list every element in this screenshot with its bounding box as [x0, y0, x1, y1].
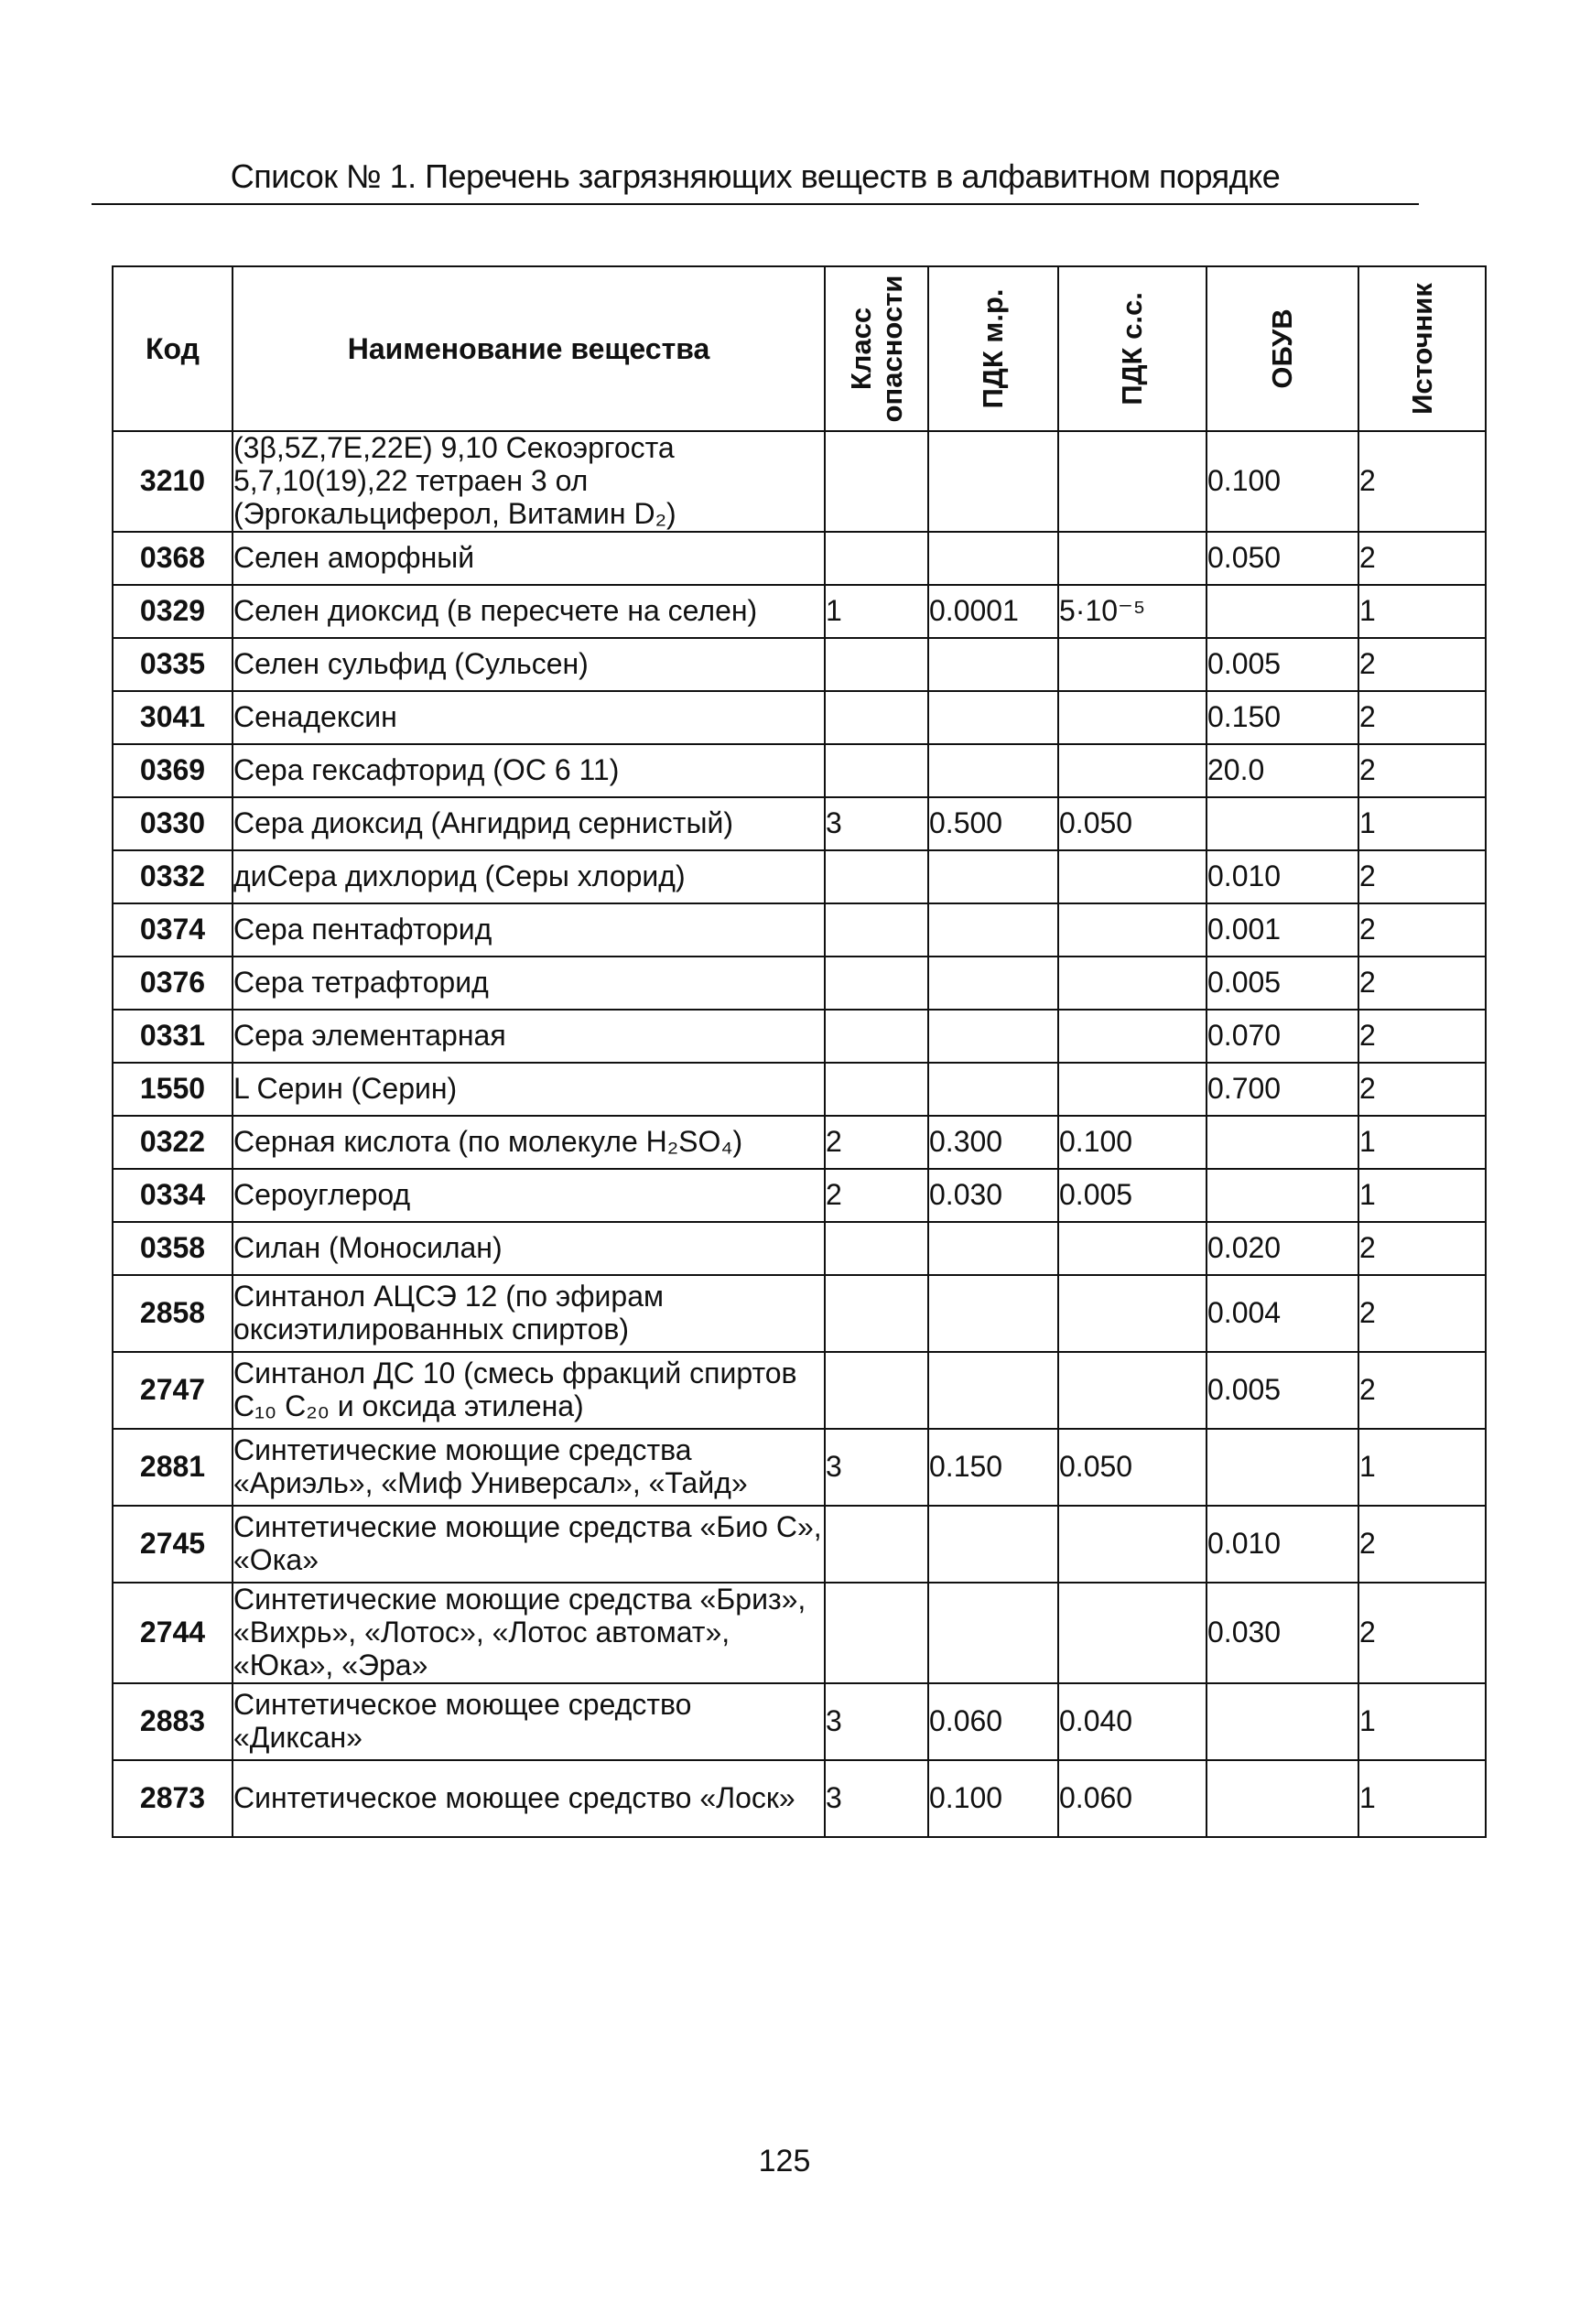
cell-code: 0331 [113, 1010, 233, 1063]
cell-code: 0332 [113, 850, 233, 903]
cell-code: 0368 [113, 532, 233, 585]
cell-hazard-class [825, 1275, 928, 1352]
cell-hazard-class [825, 1010, 928, 1063]
table-row [113, 850, 1486, 903]
cell-hazard-class [825, 1063, 928, 1116]
cell-obuv: 0.700 [1207, 1063, 1358, 1116]
cell-pdk-mr [928, 1506, 1058, 1583]
cell-name: Селен диоксид (в пересчете на селен) [233, 585, 825, 638]
cell-source: 2 [1358, 638, 1486, 691]
table-row [113, 957, 1486, 1010]
table-row [113, 1506, 1486, 1583]
substances-table [112, 265, 1487, 1838]
col-header-pdk-ss [1058, 266, 1207, 431]
cell-name: Сера элементарная [233, 1010, 825, 1063]
cell-pdk-ss: 0.040 [1058, 1683, 1207, 1760]
cell-pdk-ss [1058, 691, 1207, 744]
cell-pdk-mr: 0.150 [928, 1429, 1058, 1506]
cell-code: 0334 [113, 1169, 233, 1222]
cell-name: Синтанол АЦСЭ 12 (по эфирам оксиэтилированных спиртов) [233, 1275, 825, 1352]
cell-pdk-mr [928, 431, 1058, 532]
cell-hazard-class [825, 744, 928, 797]
cell-hazard-class [825, 638, 928, 691]
cell-obuv: 0.005 [1207, 638, 1358, 691]
col-header-pdk-mr [928, 266, 1058, 431]
cell-code: 2873 [113, 1760, 233, 1837]
cell-source: 2 [1358, 1063, 1486, 1116]
cell-pdk-mr: 0.030 [928, 1169, 1058, 1222]
table-row [113, 1063, 1486, 1116]
cell-pdk-ss: 0.050 [1058, 1429, 1207, 1506]
cell-pdk-mr [928, 957, 1058, 1010]
table-row [113, 1169, 1486, 1222]
cell-name: Сера тетрафторид [233, 957, 825, 1010]
page-number: 125 [758, 2144, 811, 2178]
cell-source: 2 [1358, 691, 1486, 744]
table-row [113, 532, 1486, 585]
cell-pdk-ss [1058, 903, 1207, 957]
cell-source: 1 [1358, 1116, 1486, 1169]
cell-code: 2883 [113, 1683, 233, 1760]
cell-hazard-class [825, 532, 928, 585]
cell-pdk-mr [928, 1010, 1058, 1063]
col-header-source [1358, 266, 1486, 431]
cell-hazard-class [825, 1352, 928, 1429]
cell-hazard-class [825, 1583, 928, 1683]
table-row [113, 1116, 1486, 1169]
col-header-obuv-label: ОБУВ [1265, 308, 1298, 389]
cell-name: Серная кислота (по молекуле H₂SO₄) [233, 1116, 825, 1169]
col-header-source-label: Источник [1405, 283, 1438, 415]
cell-pdk-ss: 0.050 [1058, 797, 1207, 850]
cell-name: Сенадексин [233, 691, 825, 744]
cell-source: 2 [1358, 1352, 1486, 1429]
cell-source: 2 [1358, 532, 1486, 585]
table-row [113, 797, 1486, 850]
cell-obuv [1207, 1169, 1358, 1222]
cell-source: 2 [1358, 957, 1486, 1010]
cell-name: Селен аморфный [233, 532, 825, 585]
cell-name: (3β,5Z,7E,22E) 9,10 Секоэргоста 5,7,10(19),22 тетраен 3 ол (Эргокальциферол, Витамин D₂) [233, 431, 825, 532]
cell-obuv: 0.001 [1207, 903, 1358, 957]
cell-pdk-mr [928, 903, 1058, 957]
cell-code: 0369 [113, 744, 233, 797]
table-row [113, 1429, 1486, 1506]
cell-pdk-mr [928, 532, 1058, 585]
cell-name: Сероуглерод [233, 1169, 825, 1222]
cell-obuv: 0.010 [1207, 1506, 1358, 1583]
table-row [113, 1683, 1486, 1760]
cell-pdk-ss: 5·10⁻⁵ [1058, 585, 1207, 638]
cell-code: 1550 [113, 1063, 233, 1116]
table-row [113, 585, 1486, 638]
col-header-name: Наименование вещества [233, 266, 825, 431]
cell-obuv: 0.010 [1207, 850, 1358, 903]
cell-name: Синтетическое моющее средство «Лоск» [233, 1760, 825, 1837]
cell-pdk-ss: 0.100 [1058, 1116, 1207, 1169]
cell-source: 2 [1358, 744, 1486, 797]
cell-pdk-mr [928, 638, 1058, 691]
cell-pdk-ss [1058, 957, 1207, 1010]
cell-name: Синтетическое моющее средство «Диксан» [233, 1683, 825, 1760]
cell-code: 0322 [113, 1116, 233, 1169]
cell-hazard-class: 3 [825, 1760, 928, 1837]
cell-source: 2 [1358, 1010, 1486, 1063]
table-row [113, 1275, 1486, 1352]
cell-source: 2 [1358, 850, 1486, 903]
cell-name: Силан (Моносилан) [233, 1222, 825, 1275]
cell-pdk-ss [1058, 1275, 1207, 1352]
cell-source: 1 [1358, 1429, 1486, 1506]
cell-pdk-ss [1058, 1063, 1207, 1116]
cell-name: Селен сульфид (Сульсен) [233, 638, 825, 691]
cell-code: 3041 [113, 691, 233, 744]
cell-code: 0374 [113, 903, 233, 957]
cell-name: Сера диоксид (Ангидрид сернистый) [233, 797, 825, 850]
title-rule [92, 203, 1419, 205]
col-header-code: Код [113, 266, 233, 431]
cell-obuv: 0.005 [1207, 957, 1358, 1010]
cell-hazard-class [825, 431, 928, 532]
col-header-pdk-mr-label: ПДК м.р. [976, 288, 1009, 409]
cell-pdk-ss [1058, 1583, 1207, 1683]
cell-pdk-ss: 0.060 [1058, 1760, 1207, 1837]
cell-hazard-class: 3 [825, 1683, 928, 1760]
table-row [113, 691, 1486, 744]
col-header-hazard-class-label: Класс опасности [844, 275, 908, 423]
cell-pdk-mr [928, 1583, 1058, 1683]
cell-pdk-mr [928, 1352, 1058, 1429]
cell-hazard-class [825, 957, 928, 1010]
cell-name: Синтетические моющие средства «Ариэль», «Миф Универсал», «Тайд» [233, 1429, 825, 1506]
cell-obuv [1207, 797, 1358, 850]
cell-source: 1 [1358, 1760, 1486, 1837]
cell-pdk-ss [1058, 431, 1207, 532]
cell-pdk-mr: 0.060 [928, 1683, 1058, 1760]
cell-name: L Серин (Серин) [233, 1063, 825, 1116]
cell-hazard-class [825, 850, 928, 903]
cell-hazard-class [825, 1222, 928, 1275]
table-row [113, 1583, 1486, 1683]
cell-obuv: 0.020 [1207, 1222, 1358, 1275]
cell-pdk-ss [1058, 1010, 1207, 1063]
cell-source: 1 [1358, 797, 1486, 850]
header-row [113, 266, 1486, 431]
cell-source: 1 [1358, 585, 1486, 638]
cell-hazard-class [825, 691, 928, 744]
cell-hazard-class [825, 903, 928, 957]
cell-pdk-mr [928, 691, 1058, 744]
table-row [113, 1010, 1486, 1063]
cell-source: 2 [1358, 903, 1486, 957]
cell-pdk-mr [928, 744, 1058, 797]
cell-name: диСера дихлорид (Серы хлорид) [233, 850, 825, 903]
cell-code: 3210 [113, 431, 233, 532]
table-row [113, 1760, 1486, 1837]
cell-obuv [1207, 585, 1358, 638]
cell-hazard-class: 3 [825, 1429, 928, 1506]
cell-name: Синтетические моющие средства «Био С», «Ока» [233, 1506, 825, 1583]
cell-pdk-mr: 0.100 [928, 1760, 1058, 1837]
cell-pdk-mr: 0.0001 [928, 585, 1058, 638]
cell-pdk-mr [928, 1063, 1058, 1116]
table-row [113, 431, 1486, 532]
table-row [113, 638, 1486, 691]
cell-pdk-ss: 0.005 [1058, 1169, 1207, 1222]
table-row [113, 744, 1486, 797]
cell-hazard-class: 2 [825, 1169, 928, 1222]
cell-source: 2 [1358, 1275, 1486, 1352]
table-row [113, 1222, 1486, 1275]
cell-code: 2747 [113, 1352, 233, 1429]
cell-obuv [1207, 1683, 1358, 1760]
col-header-obuv [1207, 266, 1358, 431]
cell-obuv [1207, 1429, 1358, 1506]
cell-code: 0329 [113, 585, 233, 638]
cell-obuv: 0.005 [1207, 1352, 1358, 1429]
cell-obuv: 0.100 [1207, 431, 1358, 532]
cell-obuv: 0.150 [1207, 691, 1358, 744]
cell-pdk-mr [928, 1275, 1058, 1352]
cell-obuv: 0.004 [1207, 1275, 1358, 1352]
cell-pdk-mr [928, 850, 1058, 903]
cell-code: 0335 [113, 638, 233, 691]
cell-pdk-mr [928, 1222, 1058, 1275]
table-row [113, 1352, 1486, 1429]
cell-source: 2 [1358, 1506, 1486, 1583]
cell-obuv: 0.070 [1207, 1010, 1358, 1063]
cell-code: 0376 [113, 957, 233, 1010]
cell-pdk-mr: 0.300 [928, 1116, 1058, 1169]
page-title: Список № 1. Перечень загрязняющих веществ в алфавитном порядке [230, 157, 1281, 195]
cell-hazard-class [825, 1506, 928, 1583]
col-header-hazard-class [825, 266, 928, 431]
cell-hazard-class: 2 [825, 1116, 928, 1169]
cell-name: Сера пентафторид [233, 903, 825, 957]
cell-source: 2 [1358, 1222, 1486, 1275]
cell-source: 2 [1358, 1583, 1486, 1683]
cell-source: 1 [1358, 1169, 1486, 1222]
table-row [113, 903, 1486, 957]
cell-code: 0330 [113, 797, 233, 850]
cell-pdk-ss [1058, 1506, 1207, 1583]
cell-pdk-ss [1058, 1222, 1207, 1275]
cell-pdk-ss [1058, 744, 1207, 797]
cell-source: 2 [1358, 431, 1486, 532]
cell-code: 2744 [113, 1583, 233, 1683]
col-header-pdk-ss-label: ПДК с.с. [1115, 292, 1148, 405]
cell-name: Синтетические моющие средства «Бриз», «Вихрь», «Лотос», «Лотос автомат», «Юка», «Эра» [233, 1583, 825, 1683]
cell-obuv: 0.050 [1207, 532, 1358, 585]
cell-pdk-ss [1058, 1352, 1207, 1429]
cell-name: Сера гексафторид (ОС 6 11) [233, 744, 825, 797]
cell-code: 2881 [113, 1429, 233, 1506]
cell-hazard-class: 3 [825, 797, 928, 850]
cell-obuv [1207, 1116, 1358, 1169]
cell-code: 2858 [113, 1275, 233, 1352]
cell-obuv [1207, 1760, 1358, 1837]
cell-source: 1 [1358, 1683, 1486, 1760]
cell-hazard-class: 1 [825, 585, 928, 638]
cell-pdk-ss [1058, 532, 1207, 585]
cell-code: 2745 [113, 1506, 233, 1583]
cell-pdk-mr: 0.500 [928, 797, 1058, 850]
cell-pdk-ss [1058, 638, 1207, 691]
cell-obuv: 0.030 [1207, 1583, 1358, 1683]
cell-pdk-ss [1058, 850, 1207, 903]
cell-code: 0358 [113, 1222, 233, 1275]
cell-obuv: 20.0 [1207, 744, 1358, 797]
cell-name: Синтанол ДС 10 (смесь фракций спиртов C₁₀ C₂₀ и оксида этилена) [233, 1352, 825, 1429]
